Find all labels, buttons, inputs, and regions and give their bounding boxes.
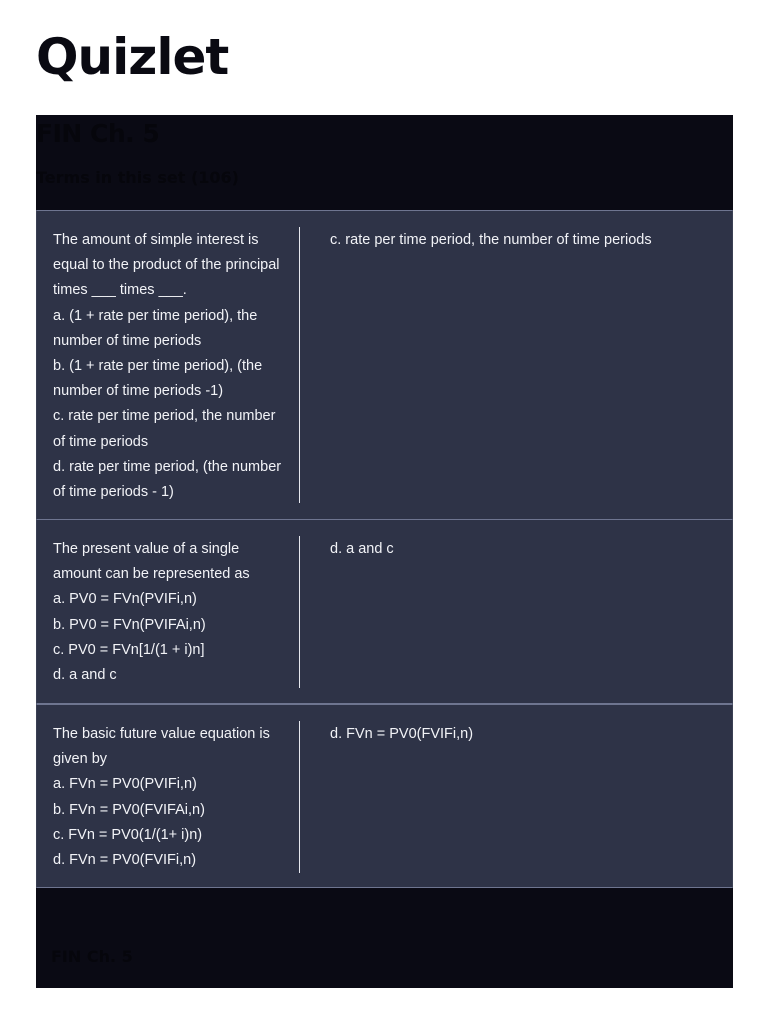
term-card[interactable] bbox=[36, 704, 733, 888]
definition-text: d. a and c bbox=[330, 541, 394, 557]
term-text: The amount of simple interest is equal to the product of the principal times ___ times ___. a. (1 + rate per time period), the number of time periods b. (1 + rate per time period), (the number of time periods -1) c. rate per time period, the number of time periods d. rate per time period, (the number of time periods - 1) bbox=[53, 232, 282, 501]
quizlet-logo[interactable]: Quizlet bbox=[36, 28, 229, 86]
term-card[interactable] bbox=[36, 519, 733, 704]
set-title: FIN Ch. 5 bbox=[36, 119, 160, 148]
footer-set-title[interactable]: FIN Ch. 5 bbox=[51, 947, 133, 966]
term-card[interactable] bbox=[36, 210, 733, 520]
definition-text: d. FVn = PV0(FVIFi,n) bbox=[330, 726, 474, 742]
definition-text: c. rate per time period, the number of time periods bbox=[330, 232, 652, 248]
flashcard-set-panel bbox=[36, 115, 733, 988]
term-text: The basic future value equation is given by a. FVn = PV0(PVIFi,n) b. FVn = PV0(FVIFAi,n) c. FVn = PV0(1/(1+ i)n) d. FVn = PV0(FVIFi,n) bbox=[53, 726, 270, 869]
card-divider bbox=[299, 227, 300, 503]
card-divider bbox=[299, 721, 300, 873]
terms-count-heading: Terms in this set (106) bbox=[36, 168, 239, 187]
card-divider bbox=[299, 536, 300, 688]
term-text: The present value of a single amount can be represented as a. PV0 = FVn(PVIFi,n) b. PV0 = FVn(PVIFAi,n) c. PV0 = FVn[1/(1 + i)n] d. a and c bbox=[53, 541, 250, 684]
